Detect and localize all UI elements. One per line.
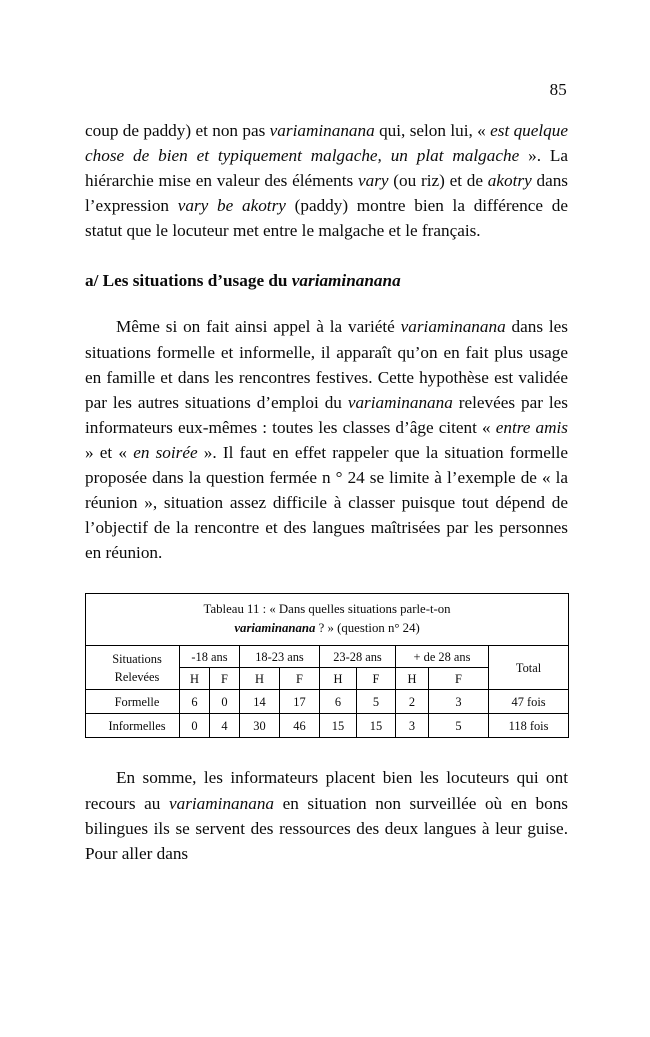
text-column <box>85 118 568 866</box>
cell-informelles-7: 5 <box>429 714 489 738</box>
p1-text-mid-3: (ou riz) et de <box>388 171 488 191</box>
p2-italic-3: entre amis <box>495 417 568 437</box>
row-label-informelles: Informelles <box>86 714 180 738</box>
sex-header-3: F <box>280 668 320 690</box>
p3-italic: variaminanana <box>168 793 275 813</box>
age-group-header-2: 23-28 ans <box>320 646 396 668</box>
p1-text-mid-1: qui, selon lui, « <box>374 121 491 140</box>
sex-header-4: H <box>320 668 357 690</box>
cell-informelles-2: 30 <box>240 714 280 738</box>
table-situations-variaminanana <box>85 593 569 738</box>
cell-informelles-6: 3 <box>396 714 429 738</box>
cell-informelles-3: 46 <box>280 714 320 738</box>
cell-formelle-7: 3 <box>429 690 489 714</box>
spacer-before-section <box>85 243 568 270</box>
spacer-before-table <box>85 565 568 593</box>
section-heading-italic: variaminanana <box>291 271 401 291</box>
table-row <box>86 714 569 738</box>
sex-header-7: F <box>429 668 489 690</box>
p3-text-end: en situation non surveillée où en bons bilingues ils se servent des ressources des deux langues à leur guise. Pour aller dans <box>85 793 568 863</box>
p1-text-end: (paddy) montre bien la différence de statut que le locuteur met entre le malgache et le français. <box>85 196 568 241</box>
cell-formelle-5: 5 <box>357 690 396 714</box>
page-number: 85 <box>549 80 567 99</box>
cell-formelle-1: 0 <box>210 690 240 714</box>
table-caption-line-2 <box>90 619 564 638</box>
cell-informelles-4: 15 <box>320 714 357 738</box>
p1-italic-2: est quelque chose de bien et typiquement malgache, un plat malgache <box>85 121 568 166</box>
p2-text-mid-3: » et « <box>85 442 134 462</box>
p1-text-pre: coup de paddy) et non pas <box>85 121 270 140</box>
cell-formelle-4: 6 <box>320 690 357 714</box>
p2-text-mid-2: relevées par les informateurs eux-mêmes : toutes les classes d’âge citent « <box>85 392 568 437</box>
age-group-header-3: + de 28 ans <box>396 646 489 668</box>
age-group-header-0: -18 ans <box>180 646 240 668</box>
table-caption <box>86 594 569 646</box>
paragraph-continuation <box>85 118 568 243</box>
cell-informelles-0: 0 <box>180 714 210 738</box>
age-group-header-1: 18-23 ans <box>240 646 320 668</box>
p2-text-end: ». Il faut en effet rappeler que la situation formelle proposée dans la question fermée n ° 24 se limite à l’exemple de « la réunion », situation assez difficile à classer puisque tout dépend de l’objectif de la rencontre et des langues maîtrisées par les personnes en réunion. <box>85 442 568 563</box>
cell-informelles-5: 15 <box>357 714 396 738</box>
table-caption-row <box>86 594 569 646</box>
paragraph-situations <box>85 314 568 565</box>
cell-formelle-3: 17 <box>280 690 320 714</box>
row-label-formelle: Formelle <box>86 690 180 714</box>
p1-italic-1: variaminanana <box>269 121 375 140</box>
sex-header-2: H <box>240 668 280 690</box>
p2-text-pre: Même si on fait ainsi appel à la variété <box>116 317 401 337</box>
section-heading <box>85 270 568 292</box>
cell-formelle-2: 14 <box>240 690 280 714</box>
cell-formelle-0: 6 <box>180 690 210 714</box>
row-header-line-1: Situations <box>112 651 162 666</box>
table-row-header-label <box>86 646 180 690</box>
table-caption-italic: variaminanana <box>234 621 316 636</box>
cell-formelle-total: 47 fois <box>489 690 569 714</box>
p2-italic-1: variaminanana <box>400 317 506 337</box>
table-caption-line-2-tail: ? » (question n° 24) <box>315 621 420 636</box>
table-row <box>86 690 569 714</box>
p2-italic-2: variaminanana <box>347 392 453 412</box>
table-caption-line-1: Tableau 11 : « Dans quelles situations parle-t-on <box>203 602 451 617</box>
p1-italic-4: akotry <box>487 171 532 191</box>
sex-header-5: F <box>357 668 396 690</box>
sex-header-1: F <box>210 668 240 690</box>
p1-italic-3: vary <box>357 171 389 191</box>
sex-header-0: H <box>180 668 210 690</box>
spacer-after-table <box>85 738 568 765</box>
table-header-row-groups <box>86 646 569 668</box>
table-container <box>85 593 568 738</box>
cell-formelle-6: 2 <box>396 690 429 714</box>
p2-italic-4: en soirée <box>133 442 198 462</box>
cell-informelles-total: 118 fois <box>489 714 569 738</box>
p1-text-mid-4: dans l’expression <box>85 171 568 216</box>
spacer-after-section <box>85 292 568 314</box>
p2-text-mid-1: dans les situations formelle et informelle, il apparaît qu’on en fait plus usage en famille et dans les rencontres festives. Cette hypothèse est validée par les autres situations d’emploi du <box>85 317 568 412</box>
p1-text-mid-2: ». La hiérarchie mise en valeur des éléments <box>85 146 568 191</box>
sex-header-6: H <box>396 668 429 690</box>
cell-informelles-1: 4 <box>210 714 240 738</box>
paragraph-conclusion <box>85 765 568 865</box>
p1-italic-5: vary be akotry <box>177 196 286 216</box>
p3-text-pre: En somme, les informateurs placent bien les locuteurs qui ont recours au <box>85 768 568 813</box>
row-header-line-2: Relevées <box>114 669 160 684</box>
section-heading-prefix: a/ Les situations d’usage du <box>85 271 292 291</box>
total-header: Total <box>489 646 569 690</box>
